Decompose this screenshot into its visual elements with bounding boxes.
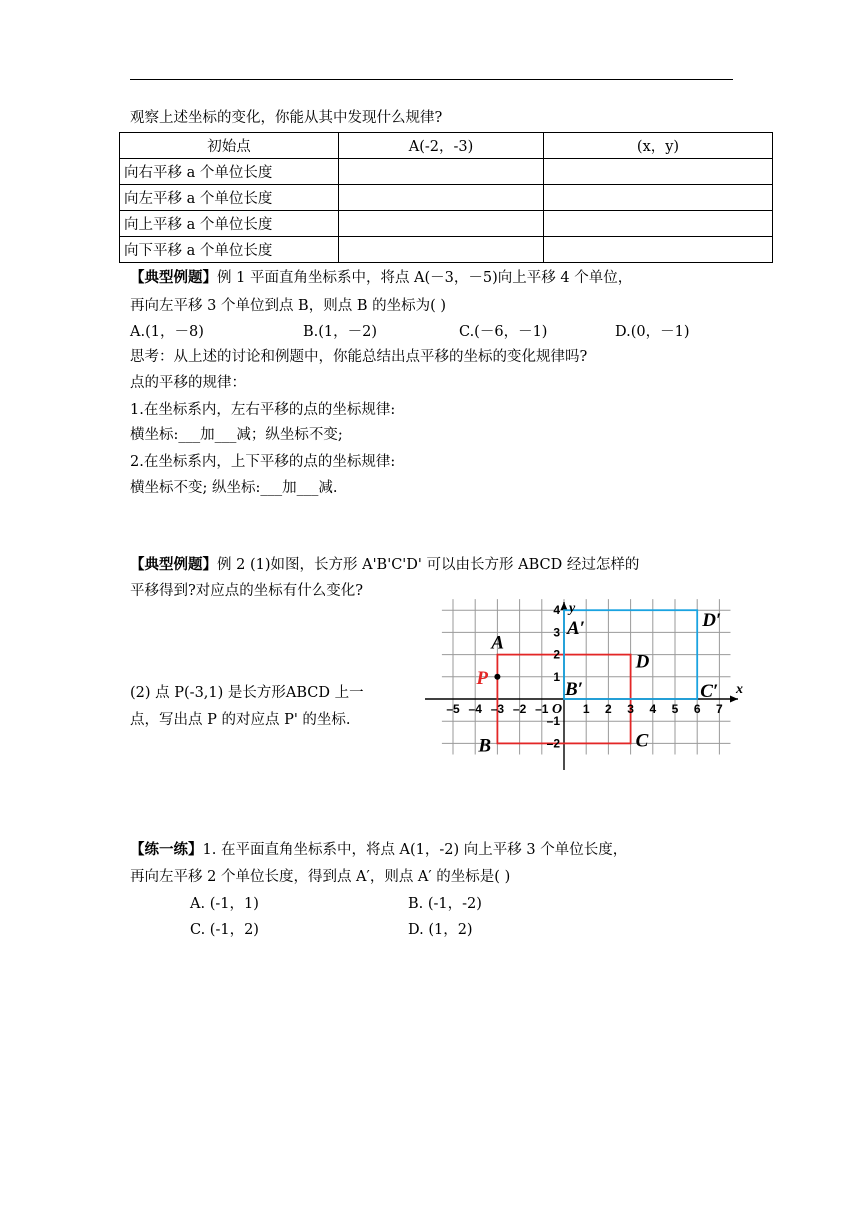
translation-table: [119, 132, 773, 263]
coordinate-figure: [420, 598, 750, 773]
option-d: D. (1，2): [408, 922, 473, 938]
rule1-detail: 横坐标:___加___减；纵坐标不变;: [130, 427, 343, 443]
rule-title: 点的平移的规律：: [130, 375, 246, 391]
x-tick-label: 6: [693, 702, 701, 716]
example2-line1: [130, 555, 639, 575]
x-tick-label: –1: [535, 702, 549, 716]
x-tick-label: –3: [490, 702, 505, 716]
option-a: A. (-1，1): [190, 896, 259, 912]
example2-text: 例 2 (1)如图，长方形 A'B'C'D' 可以由长方形 ABCD 经过怎样的: [217, 557, 640, 573]
label-d: D: [635, 651, 650, 673]
example-tag: 【典型例题】: [130, 556, 217, 573]
example-tag: 【典型例题】: [130, 269, 217, 286]
x-tick-label: 5: [671, 702, 679, 716]
practice-text: 1. 在平面直角坐标系中，将点 A(1，-2) 向上平移 3 个单位长度，: [202, 842, 628, 858]
table-row: [120, 185, 773, 211]
rule2: 2.在坐标系内，上下平移的点的坐标规律:: [130, 454, 396, 470]
example1-line1: [130, 268, 632, 288]
option-a: A.(1，－8): [130, 324, 204, 340]
y-tick-label: 4: [553, 603, 560, 618]
x-axis-label: x: [736, 682, 743, 697]
label-b-prime: B′: [565, 679, 584, 700]
example2-line2: 平移得到?对应点的坐标有什么变化?: [130, 583, 364, 599]
y-tick-label: 1: [553, 669, 560, 684]
option-b: B. (-1，-2): [408, 896, 482, 912]
x-tick-label: 7: [716, 702, 723, 716]
option-c: C.(－6，－1): [459, 324, 548, 340]
x-tick-label: –5: [446, 702, 460, 716]
example1-options: [130, 322, 689, 342]
example1-line2: 再向左平移 3 个单位到点 B，则点 B 的坐标为( ): [130, 298, 447, 314]
origin-label: O: [552, 702, 563, 717]
label-c-prime: C′: [700, 681, 719, 702]
table-row: [120, 237, 773, 263]
label-b: B: [478, 735, 492, 757]
table-cell: 向右平移 a 个单位长度: [120, 159, 339, 185]
x-tick-label: –4: [468, 702, 482, 716]
think-text: 思考：从上述的讨论和例题中，你能总结出点平移的坐标的变化规律吗?: [130, 349, 588, 365]
label-a-prime: A′: [567, 618, 586, 640]
intro-text: 观察上述坐标的变化，你能从其中发现什么规律?: [130, 110, 443, 126]
rule1: 1.在坐标系内，左右平移的点的坐标规律:: [130, 402, 396, 418]
table-header: (x，y): [544, 133, 773, 159]
practice-tag: 【练一练】: [130, 841, 203, 858]
y-tick-label: –1: [546, 714, 560, 729]
label-d-prime: D′: [702, 610, 722, 632]
example1-text: 例 1 平面直角坐标系中，将点 A(－3，－5)向上平移 4 个单位，: [217, 270, 633, 286]
table-cell: 向左平移 a 个单位长度: [120, 185, 339, 211]
practice-options-row1: [190, 894, 482, 914]
practice-options-row2: [190, 920, 473, 940]
y-axis-arrow: [561, 602, 568, 610]
table-row: [120, 211, 773, 237]
option-b: B.(1，－2): [303, 324, 378, 340]
table-header: A(-2，-3): [339, 133, 544, 159]
label-a: A: [491, 632, 505, 654]
table-cell: 向上平移 a 个单位长度: [120, 211, 339, 237]
table-cell: 向下平移 a 个单位长度: [120, 237, 339, 263]
x-tick-label: 2: [605, 702, 612, 716]
example2-part2b: 点，写出点 P 的对应点 P' 的坐标.: [130, 712, 351, 728]
y-tick-label: 3: [553, 625, 560, 640]
rule2-detail: 横坐标不变; 纵坐标:___加___减.: [130, 480, 338, 496]
practice-line2: 再向左平移 2 个单位长度，得到点 A′，则点 A′ 的坐标是( ): [130, 869, 511, 885]
x-tick-label: 3: [627, 702, 634, 716]
x-tick-label: –2: [512, 702, 527, 716]
label-c: C: [635, 730, 649, 752]
example2-part2a: (2) 点 P(-3,1) 是长方形ABCD 上一: [130, 685, 364, 701]
point-p: [494, 674, 500, 680]
practice-line1: [130, 840, 627, 860]
header-rule: [130, 79, 733, 80]
y-tick-label: 2: [553, 647, 560, 662]
table-row: [120, 133, 773, 159]
y-tick-label: –2: [546, 736, 560, 751]
x-tick-label: 1: [582, 702, 590, 716]
option-d: D.(0，－1): [615, 324, 690, 340]
option-c: C. (-1，2): [190, 922, 259, 938]
y-axis-label: y: [569, 601, 576, 616]
label-p: P: [476, 667, 489, 689]
table-row: [120, 159, 773, 185]
table-header: 初始点: [120, 133, 339, 159]
x-tick-label: 4: [649, 702, 657, 716]
